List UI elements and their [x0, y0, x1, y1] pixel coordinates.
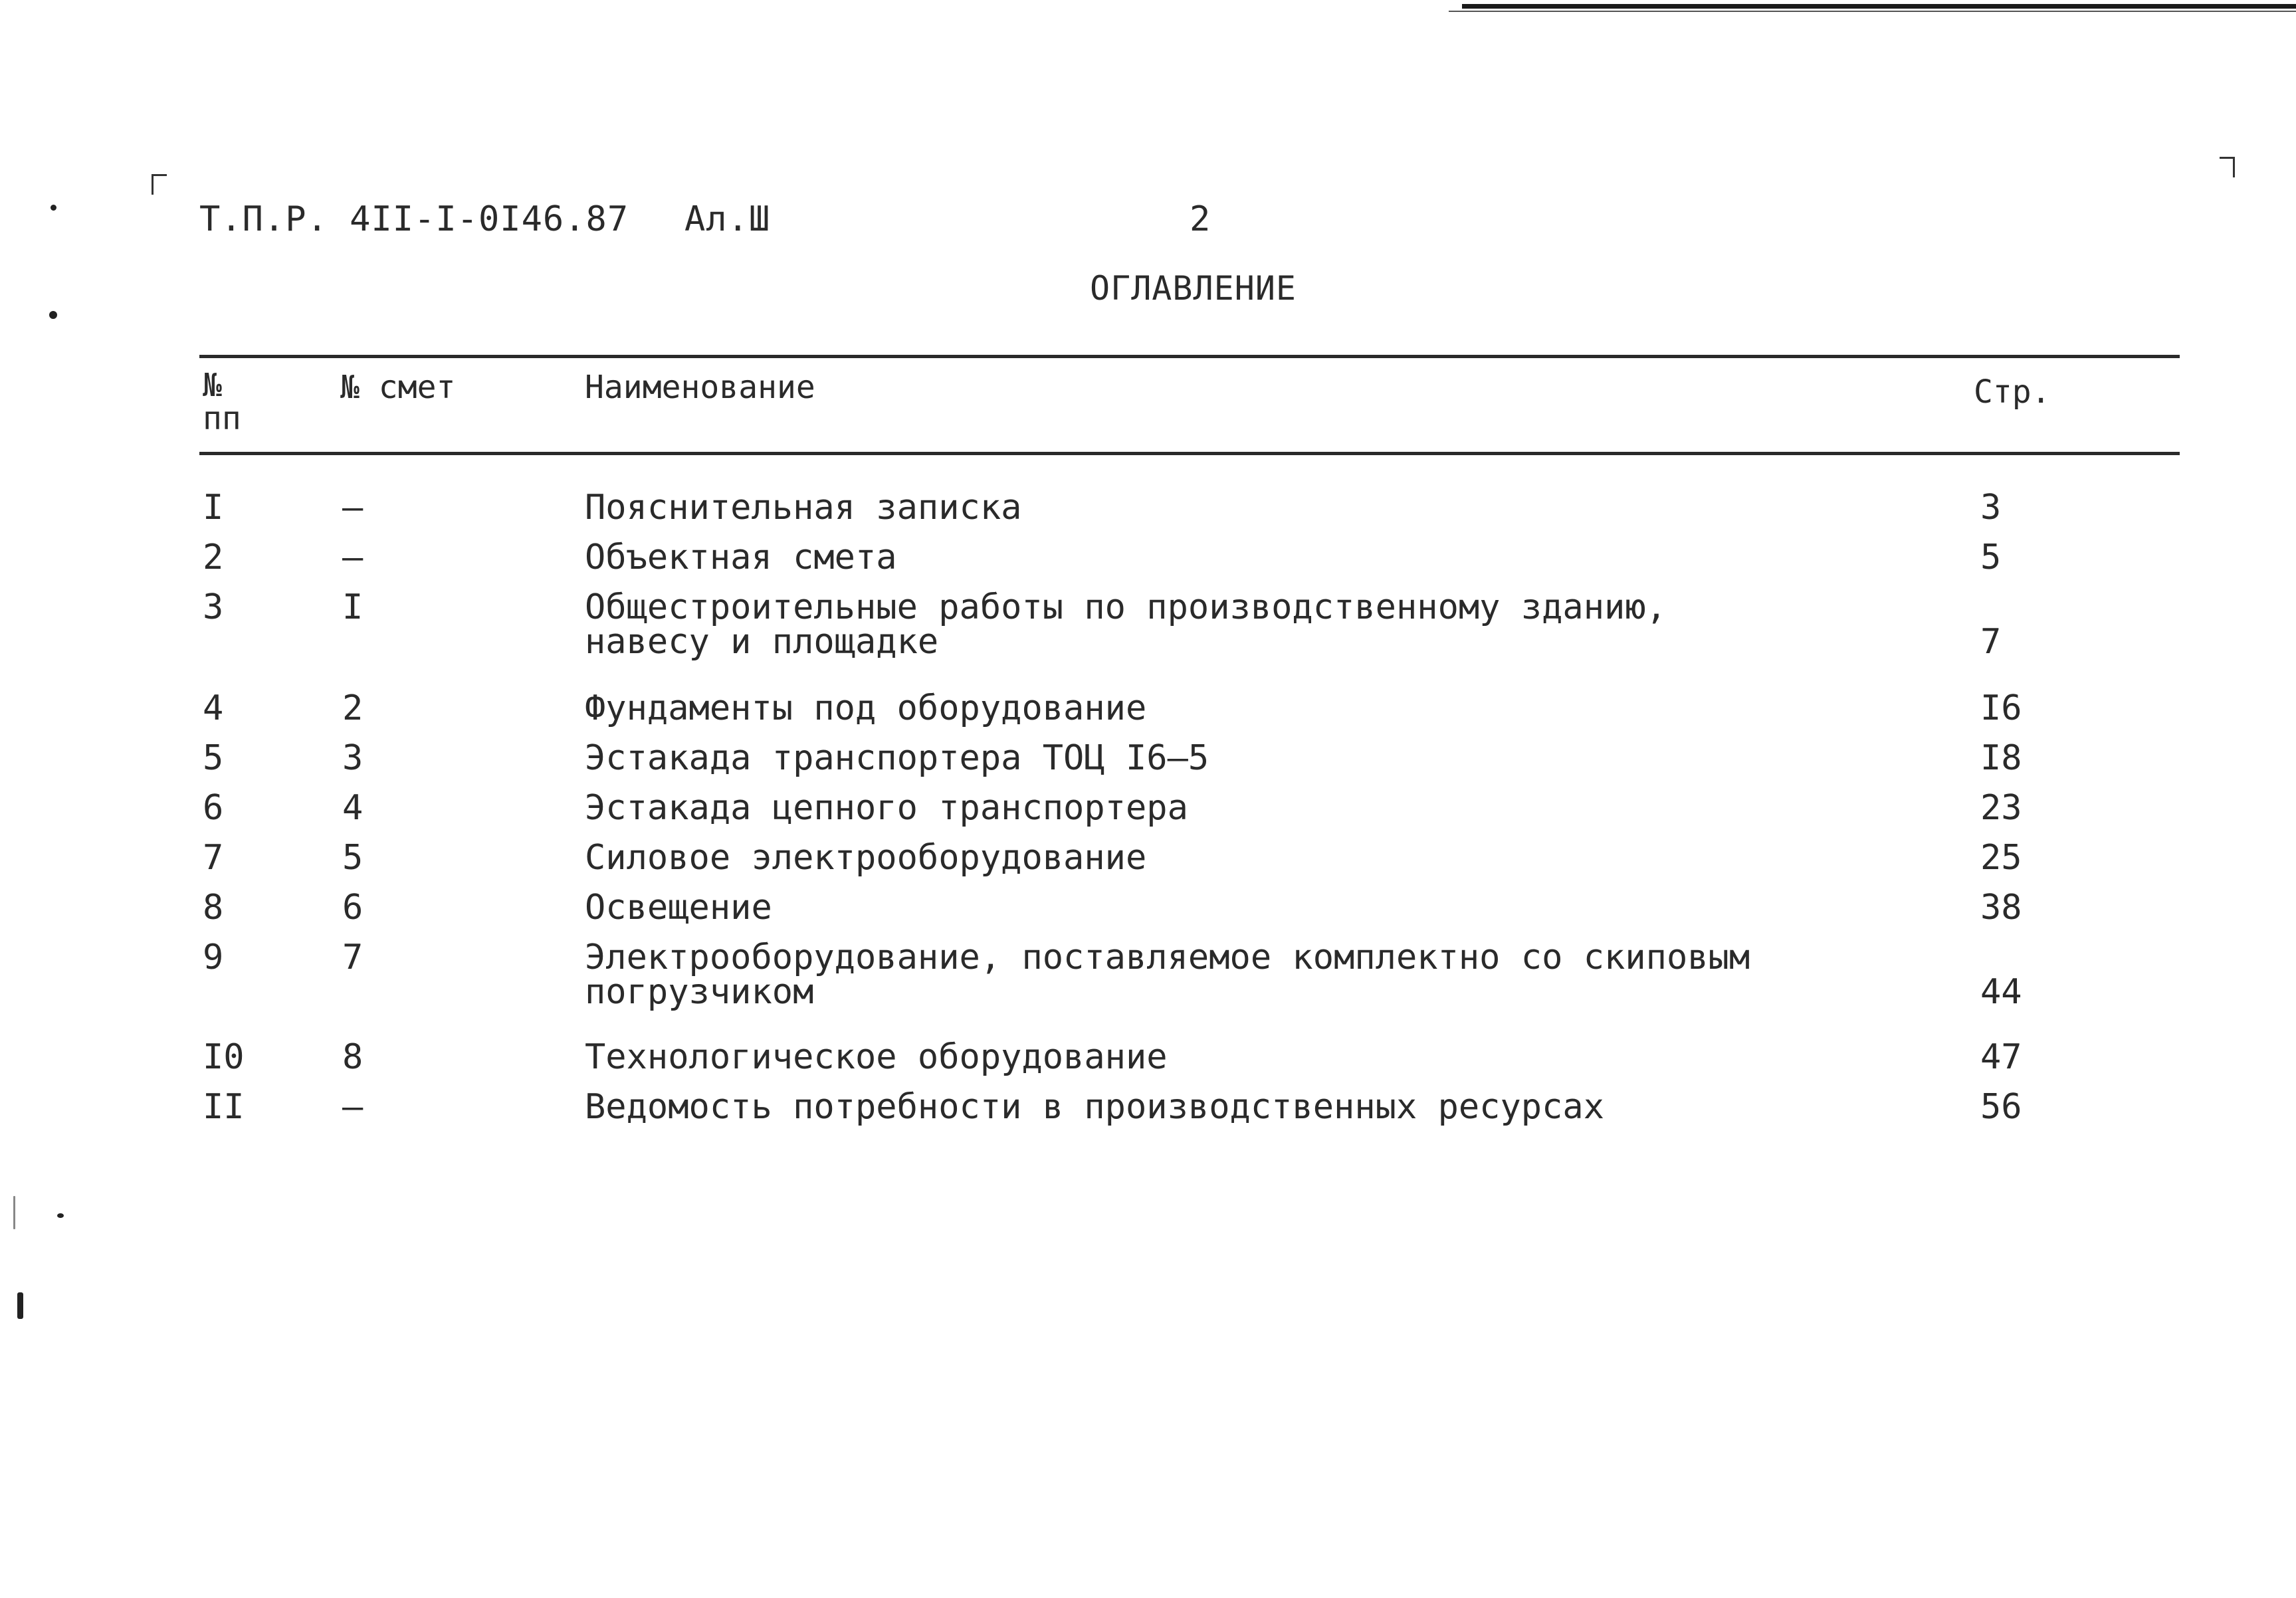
- row-name: Силовое электрооборудование: [585, 838, 1147, 878]
- row-smeta: –: [342, 538, 364, 577]
- album-number: Ал.Ш: [684, 199, 771, 239]
- corner-mark-right: [2220, 157, 2235, 177]
- corner-mark-left: [152, 174, 167, 195]
- scan-speck: [17, 1292, 23, 1319]
- row-name: Фундаменты под оборудование: [585, 688, 1147, 728]
- row-name: Электрооборудование, поставляемое комплектно со скиповым погрузчиком: [585, 938, 1750, 1012]
- row-smeta: 8: [342, 1037, 364, 1077]
- row-page: 25: [1980, 838, 2022, 878]
- toc-title: ОГЛАВЛЕНИЕ: [1090, 269, 1297, 308]
- row-page: I8: [1980, 738, 2022, 778]
- row-name: Эстакада цепного транспортера: [585, 788, 1188, 828]
- row-page: 44: [1980, 972, 2022, 1012]
- row-number: I0: [203, 1037, 245, 1077]
- row-smeta: 6: [342, 888, 364, 928]
- row-number: 6: [203, 788, 224, 828]
- row-smeta: 3: [342, 738, 364, 778]
- row-page: 56: [1980, 1087, 2022, 1127]
- scan-speck: [49, 311, 57, 319]
- column-header-smeta: № смет: [340, 369, 456, 406]
- row-number: 8: [203, 888, 224, 928]
- row-smeta: –: [342, 1087, 364, 1127]
- row-page: 5: [1980, 538, 2002, 577]
- column-header-name: Наименование: [585, 369, 815, 406]
- row-name: Объектная смета: [585, 538, 897, 577]
- row-name: Эстакада транспортера ТОЦ I6–5: [585, 738, 1209, 778]
- row-name: Технологическое оборудование: [585, 1037, 1168, 1077]
- row-number: 3: [203, 587, 224, 627]
- row-smeta: 5: [342, 838, 364, 878]
- row-number: 7: [203, 838, 224, 878]
- row-page: 7: [1980, 622, 2002, 662]
- row-page: I6: [1980, 688, 2022, 728]
- table-top-rule: [199, 355, 2180, 358]
- row-number: 5: [203, 738, 224, 778]
- row-number: 9: [203, 938, 224, 977]
- column-header-page: Стр.: [1974, 373, 2051, 411]
- top-border-thin-line: [1449, 11, 2296, 12]
- row-smeta: 7: [342, 938, 364, 977]
- row-smeta: 2: [342, 688, 364, 728]
- scan-speck: [57, 1213, 64, 1218]
- page-number: 2: [1190, 199, 1211, 239]
- row-number: II: [203, 1087, 245, 1127]
- row-name: Освещение: [585, 888, 772, 928]
- row-number: I: [203, 488, 224, 528]
- column-header-no: [203, 369, 243, 435]
- row-page: 3: [1980, 488, 2002, 528]
- scan-speck: [51, 205, 56, 211]
- row-smeta: I: [342, 587, 364, 627]
- row-page: 23: [1980, 788, 2022, 828]
- row-number: 4: [203, 688, 224, 728]
- document-code: Т.П.Р. 4II-I-0I46.87: [199, 199, 629, 239]
- row-page: 47: [1980, 1037, 2022, 1077]
- row-name: Общестроительные работы по производственному зданию, навесу и площадке: [585, 587, 1667, 662]
- column-header-no-label: № пп: [203, 367, 241, 437]
- top-border-line: [1462, 4, 2296, 9]
- row-page: 38: [1980, 888, 2022, 928]
- scan-speck: [13, 1196, 15, 1229]
- row-number: 2: [203, 538, 224, 577]
- row-name: Пояснительная записка: [585, 488, 1022, 528]
- table-header-rule: [199, 452, 2180, 455]
- row-smeta: –: [342, 488, 364, 528]
- row-smeta: 4: [342, 788, 364, 828]
- row-name: Ведомость потребности в производственных ресурсах: [585, 1087, 1605, 1127]
